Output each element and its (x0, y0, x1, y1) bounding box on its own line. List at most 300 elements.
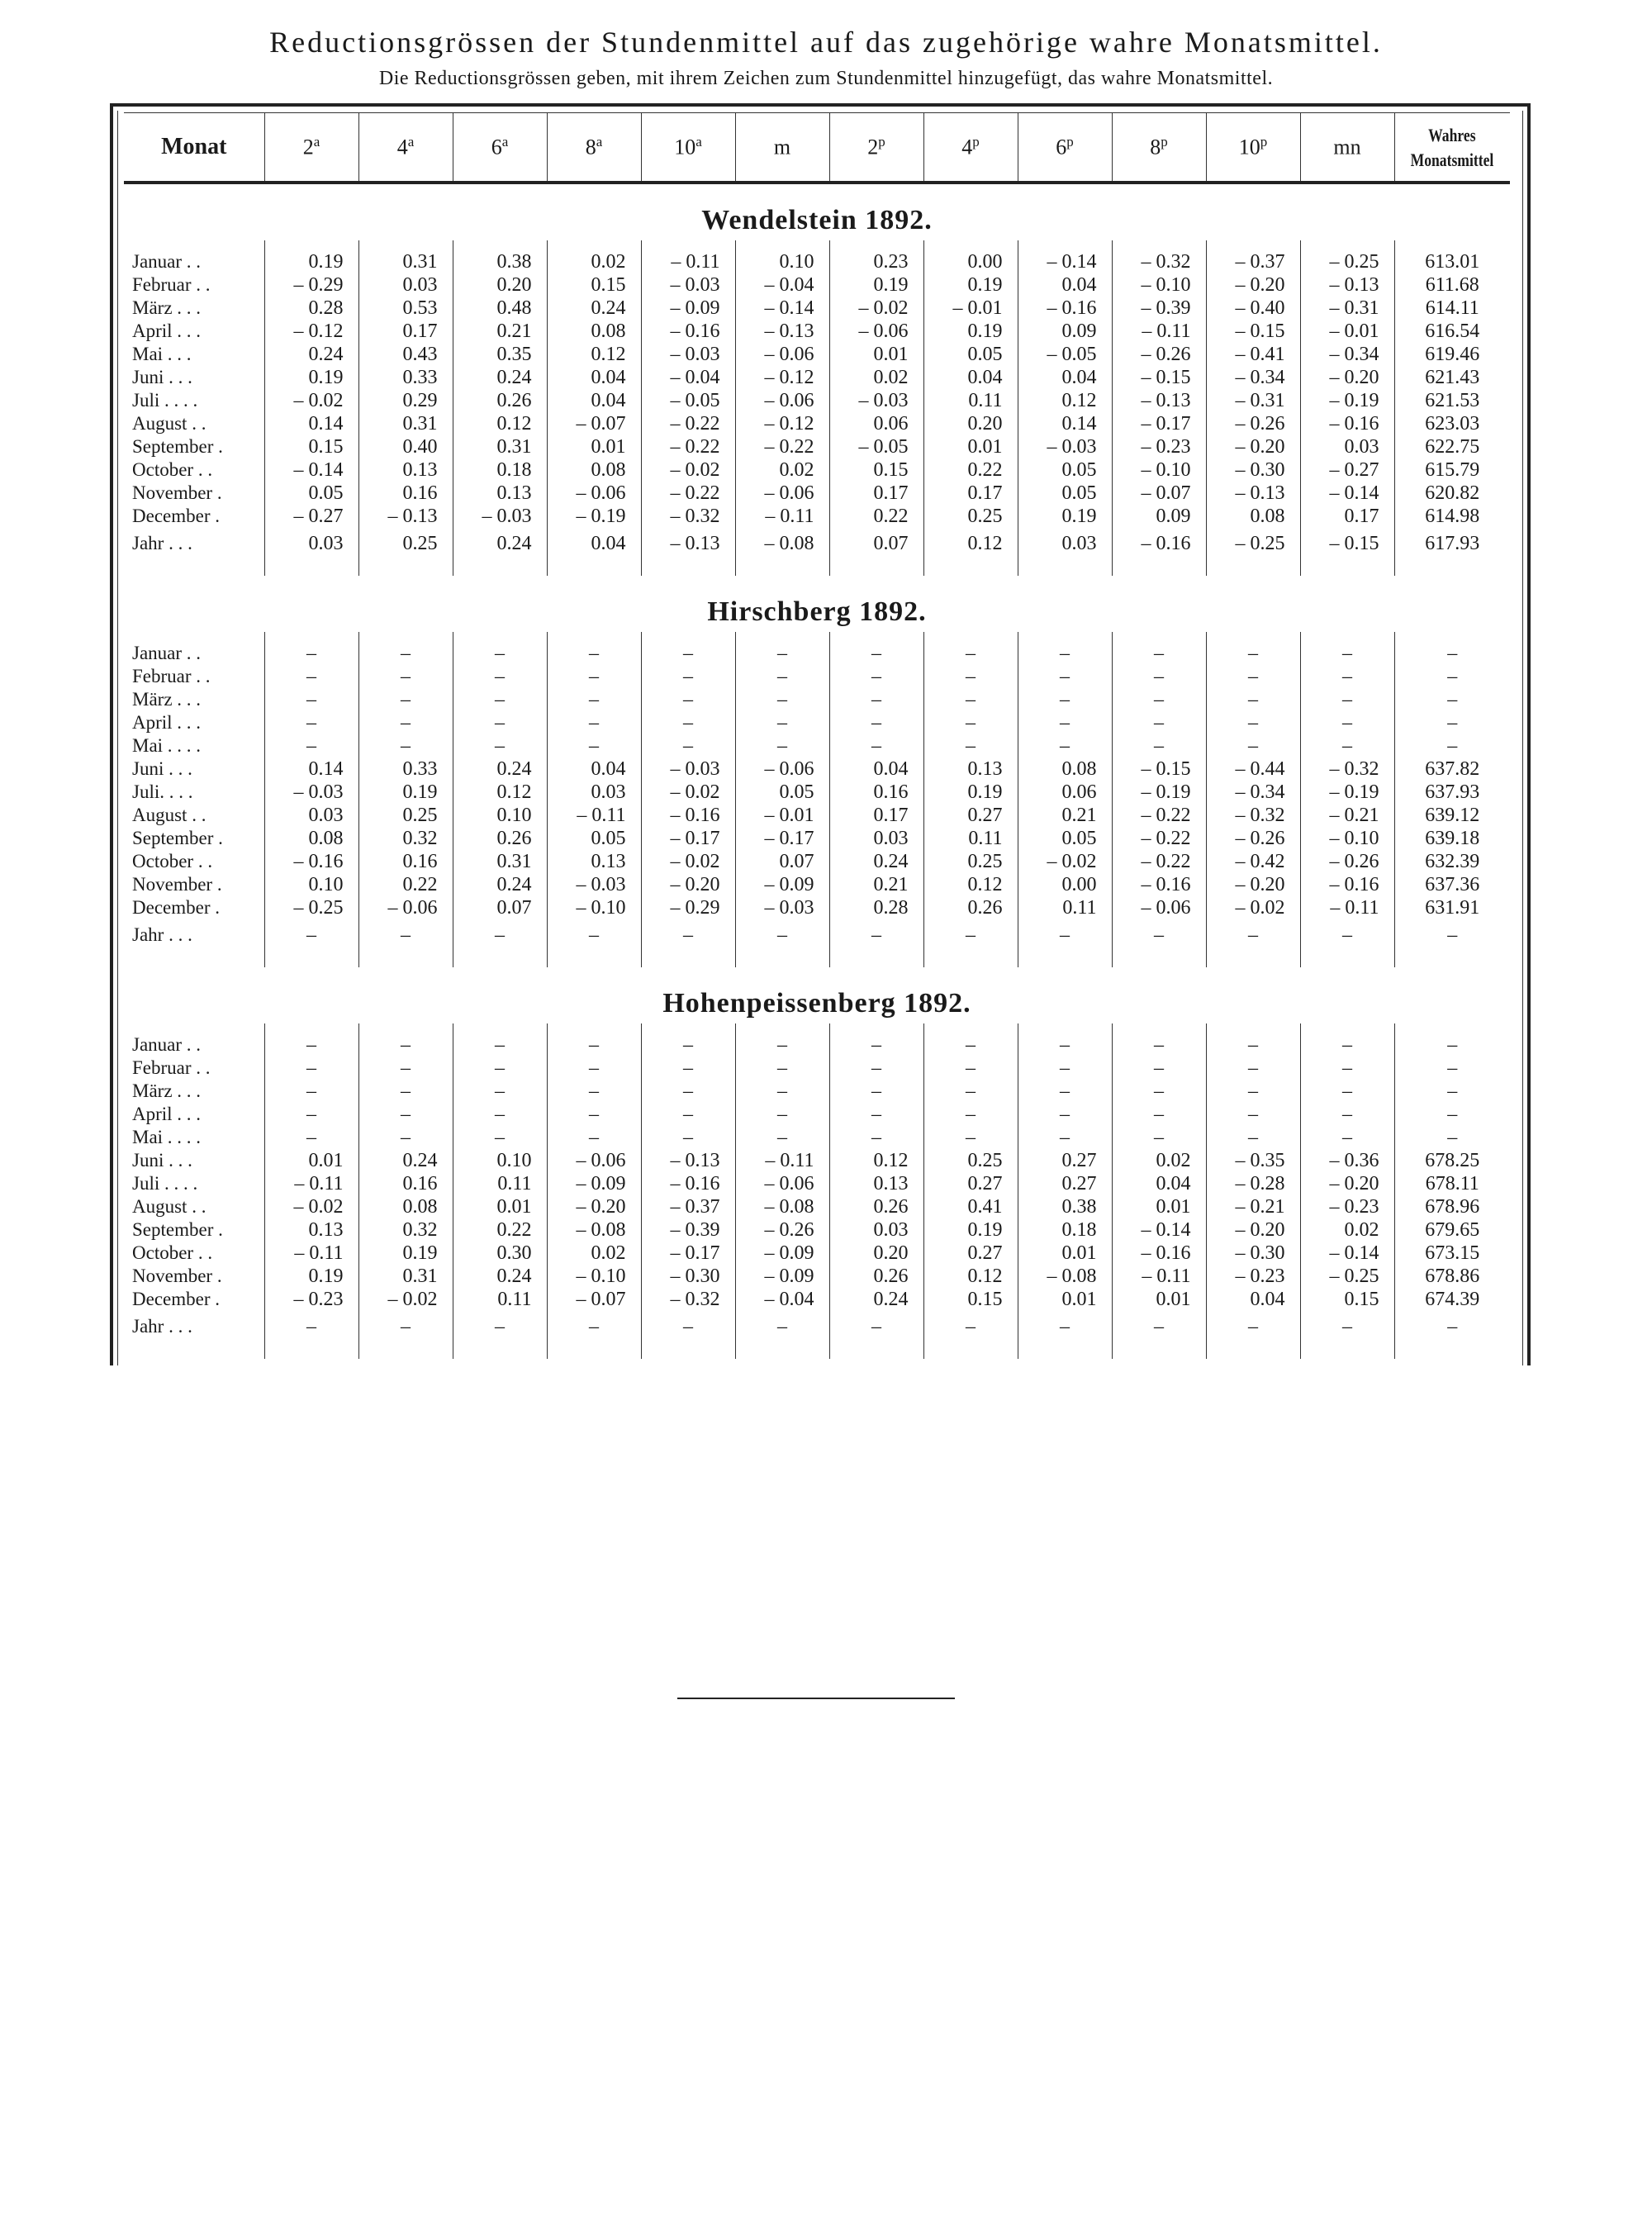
reduction-cell: – 0.17 (1112, 412, 1206, 435)
reduction-cell: 0.20 (923, 412, 1018, 435)
table-row (124, 665, 1510, 688)
reduction-cell: 0.03 (829, 827, 923, 850)
reduction-cell: – (1300, 1311, 1394, 1342)
reduction-cell: – (641, 1126, 735, 1149)
reduction-cell: – 0.26 (1206, 827, 1300, 850)
reduction-cell: – 0.25 (264, 896, 358, 919)
monthly-mean-cell: – (1394, 1126, 1510, 1149)
station-section-header (124, 183, 1510, 240)
reduction-cell: – 0.22 (1112, 804, 1206, 827)
reduction-cell: – (1300, 1126, 1394, 1149)
reduction-cell: – (641, 688, 735, 711)
month-label: März . . . (132, 689, 202, 710)
reduction-cell: 0.21 (829, 873, 923, 896)
reduction-cell: – 0.22 (641, 435, 735, 458)
reduction-cell: – 0.16 (1112, 873, 1206, 896)
reduction-cell: – (1206, 1126, 1300, 1149)
monthly-mean-cell: – (1394, 665, 1510, 688)
reduction-cell: 0.13 (453, 482, 547, 505)
section-tail (124, 1342, 1510, 1359)
reduction-cell: 0.08 (547, 458, 641, 482)
reduction-cell: – 0.07 (547, 1288, 641, 1311)
reduction-cell: 0.07 (829, 528, 923, 559)
reduction-cell: – 0.28 (1206, 1172, 1300, 1195)
reduction-cell: – (1300, 665, 1394, 688)
reduction-cell: – 0.16 (641, 804, 735, 827)
month-label: April . . . (132, 321, 202, 341)
reduction-cell: – (641, 1080, 735, 1103)
reduction-cell: – 0.19 (547, 505, 641, 528)
reduction-cell: – (1206, 711, 1300, 734)
month-label: September . (132, 828, 223, 848)
reduction-cell: 0.19 (923, 320, 1018, 343)
reduction-cell: – 0.02 (264, 389, 358, 412)
reduction-cell: – 0.13 (735, 320, 829, 343)
table-row (124, 1288, 1510, 1311)
reduction-cell: 0.00 (923, 250, 1018, 273)
month-label: Juni . . . (132, 367, 192, 387)
reduction-cell: – 0.14 (1018, 250, 1112, 273)
table-row (124, 642, 1510, 665)
reduction-cell: – 0.03 (264, 781, 358, 804)
station-title: Hohenpeissenberg 1892. (662, 988, 971, 1019)
reduction-cell: – (641, 1033, 735, 1057)
reduction-cell: 0.12 (923, 873, 1018, 896)
reduction-cell: – (641, 1103, 735, 1126)
reduction-cell: – (923, 688, 1018, 711)
monthly-mean-cell: 621.53 (1394, 389, 1510, 412)
reduction-cell: – (1018, 1126, 1112, 1149)
reduction-cell: – (264, 919, 358, 951)
reduction-cell: – (547, 734, 641, 757)
reduction-cell: – 0.10 (1112, 458, 1206, 482)
reduction-cell: – 0.07 (547, 412, 641, 435)
reduction-cell: – 0.20 (641, 873, 735, 896)
reduction-cell: 0.14 (1018, 412, 1112, 435)
station-title: Hirschberg 1892. (707, 596, 927, 627)
reduction-cell: – (264, 1080, 358, 1103)
reduction-cell: – (735, 642, 829, 665)
reduction-cell: – 0.29 (264, 273, 358, 297)
reduction-cell: – 0.08 (547, 1218, 641, 1242)
reduction-cell: 0.48 (453, 297, 547, 320)
table-row (124, 1172, 1510, 1195)
reduction-cell: 0.24 (264, 343, 358, 366)
reduction-cell: 0.12 (453, 781, 547, 804)
reduction-cell: – (453, 665, 547, 688)
reduction-cell: – 0.20 (1300, 366, 1394, 389)
reduction-cell: – 0.03 (641, 273, 735, 297)
reduction-cell: – (547, 1311, 641, 1342)
reduction-cell: – 0.11 (641, 250, 735, 273)
month-label: Januar . . (132, 251, 202, 272)
monthly-mean-cell: – (1394, 734, 1510, 757)
reduction-cell: 0.02 (547, 1242, 641, 1265)
reduction-cell: – 0.06 (547, 482, 641, 505)
reduction-cell: – (1018, 642, 1112, 665)
reduction-cell: – 0.10 (1112, 273, 1206, 297)
reduction-cell: – (358, 1103, 453, 1126)
reduction-cell: 0.04 (547, 366, 641, 389)
reduction-cell: 0.10 (735, 250, 829, 273)
reduction-cell: 0.03 (264, 528, 358, 559)
reduction-cell: – (923, 1103, 1018, 1126)
reduction-cell: – 0.22 (641, 412, 735, 435)
reduction-cell: – (547, 711, 641, 734)
reduction-cell: – (829, 1126, 923, 1149)
reduction-cell: 0.12 (547, 343, 641, 366)
reduction-cell: – (547, 1126, 641, 1149)
table-row (124, 781, 1510, 804)
reduction-cell: – (1112, 1057, 1206, 1080)
reduction-cell: – 0.16 (264, 850, 358, 873)
reduction-cell: – (1018, 734, 1112, 757)
reduction-cell: – 0.15 (1206, 320, 1300, 343)
monthly-mean-cell: 678.86 (1394, 1265, 1510, 1288)
page-subtitle: Die Reductionsgrössen geben, mit ihrem Zeichen zum Stundenmittel hinzugefügt, das wahre Monatsmittel. (378, 68, 1274, 89)
reduction-cell: – (1112, 1103, 1206, 1126)
reduction-cell: – 0.11 (735, 505, 829, 528)
month-label: October . . (132, 1242, 213, 1263)
monthly-mean-cell: 611.68 (1394, 273, 1510, 297)
reduction-cell: – (829, 1311, 923, 1342)
month-label: Februar . . (132, 666, 211, 686)
month-label: Januar . . (132, 643, 202, 663)
reduction-cell: – 0.12 (264, 320, 358, 343)
section-tail (124, 951, 1510, 967)
monthly-mean-cell: – (1394, 1103, 1510, 1126)
reduction-cell: 0.43 (358, 343, 453, 366)
reduction-cell: 0.24 (453, 1265, 547, 1288)
reduction-cell: 0.21 (453, 320, 547, 343)
reduction-cell: 0.23 (829, 250, 923, 273)
reduction-cell: 0.25 (923, 505, 1018, 528)
closing-rule (677, 1698, 955, 1699)
page-title: Reductionsgrössen der Stundenmittel auf das zugehörige wahre Monatsmittel. (269, 26, 1383, 59)
reduction-cell: 0.04 (829, 757, 923, 781)
reduction-cell: – (1300, 642, 1394, 665)
reduction-cell: – (358, 919, 453, 951)
reduction-cell: 0.01 (547, 435, 641, 458)
reduction-cell: – 0.11 (547, 804, 641, 827)
reduction-cell: 0.27 (923, 1242, 1018, 1265)
month-label: August . . (132, 413, 206, 434)
reduction-cell: 0.05 (1018, 482, 1112, 505)
reduction-cell: – (547, 688, 641, 711)
month-label: Juli . . . . (132, 390, 198, 411)
reduction-cell: – 0.27 (1300, 458, 1394, 482)
reduction-cell: – 0.03 (1018, 435, 1112, 458)
reduction-table (124, 112, 1510, 1359)
reduction-cell: – 0.14 (1300, 1242, 1394, 1265)
reduction-cell: – 0.14 (1300, 482, 1394, 505)
reduction-cell: – (547, 1057, 641, 1080)
reduction-cell: 0.04 (1018, 273, 1112, 297)
month-label: April . . . (132, 1104, 202, 1124)
monthly-mean-cell: 614.11 (1394, 297, 1510, 320)
reduction-cell: – (264, 1057, 358, 1080)
reduction-cell: – (1018, 1311, 1112, 1342)
reduction-cell: – 0.02 (1018, 850, 1112, 873)
reduction-cell: – 0.02 (829, 297, 923, 320)
reduction-cell: – 0.37 (1206, 250, 1300, 273)
reduction-cell: 0.08 (1206, 505, 1300, 528)
reduction-cell: – (1018, 1057, 1112, 1080)
monthly-mean-cell: – (1394, 1033, 1510, 1057)
reduction-cell: – (735, 1033, 829, 1057)
reduction-cell: 0.10 (453, 1149, 547, 1172)
month-header: Monat (124, 113, 264, 183)
reduction-cell: 0.03 (1300, 435, 1394, 458)
month-label: December . (132, 506, 220, 526)
reduction-cell: 0.05 (547, 827, 641, 850)
reduction-cell: – 0.22 (1112, 850, 1206, 873)
reduction-cell: 0.27 (923, 1172, 1018, 1195)
hour-header: 4$^p$ (923, 113, 1018, 183)
reduction-cell: – 0.15 (1300, 528, 1394, 559)
reduction-cell: – 0.30 (1206, 1242, 1300, 1265)
reduction-cell: 0.08 (358, 1195, 453, 1218)
reduction-cell: 0.01 (264, 1149, 358, 1172)
reduction-cell: – (1300, 919, 1394, 951)
table-row (124, 320, 1510, 343)
reduction-cell: – 0.09 (735, 1265, 829, 1288)
month-label: Mai . . . (132, 344, 192, 364)
table-row (124, 757, 1510, 781)
reduction-cell: – 0.42 (1206, 850, 1300, 873)
monthly-mean-cell: 637.93 (1394, 781, 1510, 804)
reduction-cell: 0.15 (264, 435, 358, 458)
reduction-cell: – 0.03 (829, 389, 923, 412)
reduction-cell: 0.11 (923, 827, 1018, 850)
reduction-cell: 0.02 (829, 366, 923, 389)
reduction-cell: – 0.13 (641, 528, 735, 559)
reduction-cell: – (453, 1311, 547, 1342)
table-row (124, 389, 1510, 412)
reduction-cell: 0.11 (1018, 896, 1112, 919)
table-row (124, 1057, 1510, 1080)
monthly-mean-cell: 637.36 (1394, 873, 1510, 896)
table-row (124, 273, 1510, 297)
station-section-header (124, 576, 1510, 632)
reduction-cell: 0.31 (358, 412, 453, 435)
reduction-cell: 0.16 (829, 781, 923, 804)
reduction-cell: – 0.12 (735, 366, 829, 389)
reduction-cell: 0.13 (547, 850, 641, 873)
reduction-cell: 0.22 (829, 505, 923, 528)
reduction-cell: 0.16 (358, 1172, 453, 1195)
reduction-cell: – 0.26 (1112, 343, 1206, 366)
reduction-cell: – (735, 1311, 829, 1342)
reduction-cell: 0.17 (829, 482, 923, 505)
month-label: März . . . (132, 297, 202, 318)
reduction-cell: 0.26 (829, 1265, 923, 1288)
reduction-cell: 0.15 (1300, 1288, 1394, 1311)
reduction-cell: 0.06 (1018, 781, 1112, 804)
table-row (124, 458, 1510, 482)
reduction-cell: – 0.20 (547, 1195, 641, 1218)
reduction-cell: – (453, 1103, 547, 1126)
reduction-cell: 0.05 (923, 343, 1018, 366)
reduction-cell: – (641, 1311, 735, 1342)
reduction-cell: – 0.20 (1300, 1172, 1394, 1195)
reduction-cell: – 0.16 (1018, 297, 1112, 320)
reduction-cell: – 0.02 (358, 1288, 453, 1311)
reduction-cell: 0.01 (829, 343, 923, 366)
reduction-cell: 0.24 (453, 873, 547, 896)
reduction-cell: – 0.20 (1206, 873, 1300, 896)
reduction-cell: – 0.02 (264, 1195, 358, 1218)
monthly-mean-cell: – (1394, 1057, 1510, 1080)
reduction-cell: – (1300, 1080, 1394, 1103)
reduction-cell: – (1300, 1057, 1394, 1080)
reduction-cell: 0.11 (923, 389, 1018, 412)
reduction-cell: 0.31 (453, 850, 547, 873)
reduction-cell: – 0.11 (1112, 320, 1206, 343)
reduction-cell: 0.15 (923, 1288, 1018, 1311)
reduction-cell: – (264, 1103, 358, 1126)
table-row (124, 505, 1510, 528)
month-label: Juni . . . (132, 758, 192, 779)
year-row (124, 919, 1510, 951)
reduction-cell: – (1206, 688, 1300, 711)
reduction-cell: – (735, 1103, 829, 1126)
reduction-cell: – 0.31 (1206, 389, 1300, 412)
reduction-cell: – (1112, 711, 1206, 734)
reduction-cell: – 0.40 (1206, 297, 1300, 320)
reduction-cell: – (923, 1311, 1018, 1342)
reduction-cell: – 0.11 (1300, 896, 1394, 919)
reduction-cell: – (453, 1033, 547, 1057)
reduction-cell: – 0.15 (1112, 757, 1206, 781)
reduction-cell: 0.19 (923, 781, 1018, 804)
monthly-mean-cell: 619.46 (1394, 343, 1510, 366)
reduction-cell: 0.19 (264, 250, 358, 273)
reduction-cell: – 0.19 (1112, 781, 1206, 804)
reduction-cell: – (264, 665, 358, 688)
reduction-cell: 0.19 (358, 781, 453, 804)
reduction-cell: 0.41 (923, 1195, 1018, 1218)
reduction-cell: 0.35 (453, 343, 547, 366)
reduction-cell: – (1206, 1033, 1300, 1057)
reduction-cell: – (547, 919, 641, 951)
reduction-cell: – 0.10 (1300, 827, 1394, 850)
reduction-cell: 0.18 (453, 458, 547, 482)
reduction-cell: – (1018, 1103, 1112, 1126)
reduction-cell: 0.12 (923, 1265, 1018, 1288)
monthly-mean-cell: 615.79 (1394, 458, 1510, 482)
reduction-cell: – 0.12 (735, 412, 829, 435)
reduction-cell: – (923, 711, 1018, 734)
reduction-cell: 0.28 (264, 297, 358, 320)
reduction-cell: – (1300, 1103, 1394, 1126)
reduction-cell: – 0.27 (264, 505, 358, 528)
reduction-cell: – (358, 711, 453, 734)
table-row (124, 1149, 1510, 1172)
reduction-cell: 0.04 (1112, 1172, 1206, 1195)
reduction-cell: – (547, 1103, 641, 1126)
reduction-cell: – 0.22 (641, 482, 735, 505)
reduction-cell: – 0.34 (1206, 366, 1300, 389)
table-row (124, 482, 1510, 505)
reduction-cell: 0.02 (547, 250, 641, 273)
reduction-cell: 0.24 (829, 1288, 923, 1311)
reduction-cell: – 0.06 (358, 896, 453, 919)
table-row (124, 734, 1510, 757)
reduction-cell: 0.22 (358, 873, 453, 896)
reduction-cell: – (829, 688, 923, 711)
reduction-cell: – 0.06 (735, 757, 829, 781)
reduction-cell: 0.17 (829, 804, 923, 827)
reduction-cell: 0.11 (453, 1288, 547, 1311)
reduction-cell: 0.38 (1018, 1195, 1112, 1218)
monthly-mean-cell: 674.39 (1394, 1288, 1510, 1311)
hour-header: 4$^a$ (358, 113, 453, 183)
reduction-cell: – (453, 1057, 547, 1080)
monthly-mean-cell: 639.12 (1394, 804, 1510, 827)
reduction-cell: – 0.32 (1300, 757, 1394, 781)
reduction-cell: – (1112, 665, 1206, 688)
reduction-cell: – (641, 642, 735, 665)
reduction-cell: 0.20 (829, 1242, 923, 1265)
table-row (124, 1195, 1510, 1218)
reduction-cell: – 0.23 (1206, 1265, 1300, 1288)
reduction-cell: 0.26 (453, 827, 547, 850)
reduction-cell: – 0.02 (1206, 896, 1300, 919)
reduction-cell: 0.22 (923, 458, 1018, 482)
reduction-cell: – (1300, 688, 1394, 711)
hour-header: m (735, 113, 829, 183)
monthly-mean-cell: 678.96 (1394, 1195, 1510, 1218)
monthly-mean-cell: – (1394, 711, 1510, 734)
monthly-mean-cell: 637.82 (1394, 757, 1510, 781)
header-row (124, 113, 1510, 183)
reduction-cell: 0.00 (1018, 873, 1112, 896)
month-label: August . . (132, 805, 206, 825)
reduction-cell: – (829, 665, 923, 688)
reduction-cell: – 0.37 (641, 1195, 735, 1218)
reduction-cell: 0.12 (453, 412, 547, 435)
month-label: April . . . (132, 712, 202, 733)
table-row (124, 1126, 1510, 1149)
reduction-cell: 0.29 (358, 389, 453, 412)
reduction-cell: – (547, 665, 641, 688)
reduction-cell: – 0.20 (1206, 273, 1300, 297)
reduction-cell: 0.10 (264, 873, 358, 896)
table-row (124, 1242, 1510, 1265)
reduction-cell: 0.09 (1018, 320, 1112, 343)
reduction-cell: 0.08 (547, 320, 641, 343)
reduction-cell: – 0.05 (1018, 343, 1112, 366)
reduction-cell: – (829, 642, 923, 665)
reduction-cell: – (735, 1057, 829, 1080)
reduction-cell: – (358, 642, 453, 665)
reduction-cell: 0.06 (829, 412, 923, 435)
section-spacer (124, 1023, 1510, 1033)
reduction-cell: – (829, 919, 923, 951)
reduction-cell: – 0.26 (1206, 412, 1300, 435)
hour-header: 2$^p$ (829, 113, 923, 183)
month-label: Jahr . . . (132, 533, 192, 553)
reduction-cell: 0.26 (923, 896, 1018, 919)
hour-header: 8$^a$ (547, 113, 641, 183)
reduction-cell: – (358, 665, 453, 688)
month-label: November . (132, 874, 222, 895)
reduction-cell: – 0.19 (1300, 781, 1394, 804)
reduction-cell: 0.25 (358, 528, 453, 559)
reduction-cell: 0.17 (923, 482, 1018, 505)
monthly-mean-cell: 679.65 (1394, 1218, 1510, 1242)
